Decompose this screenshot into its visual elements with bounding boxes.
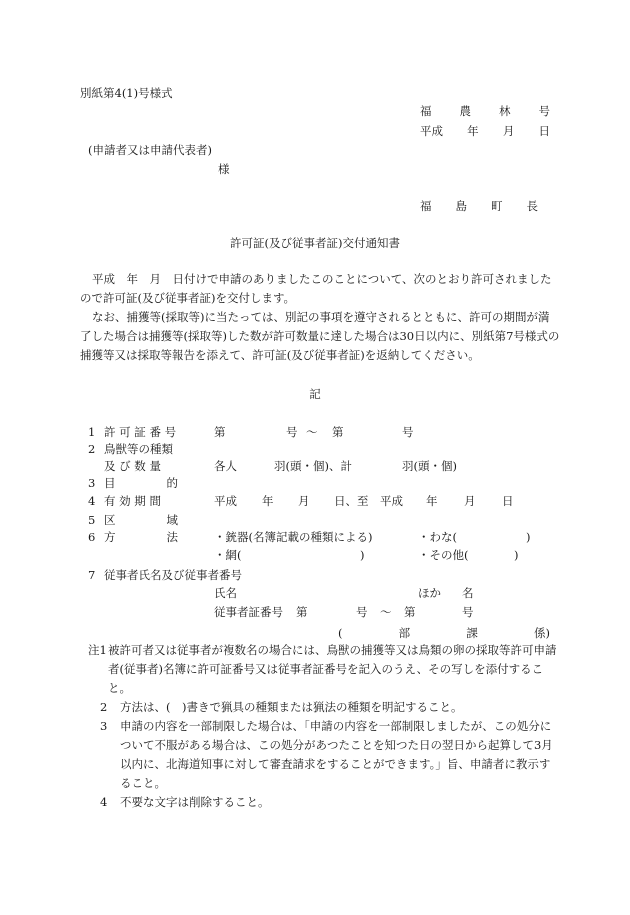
honorific: 様 <box>218 162 230 176</box>
paragraph-1: 平成 年 月 日付けで申請のありましたこのことについて、次のとおり許可されましたので許可証(及び従事者証)を交付します。 <box>80 272 552 305</box>
note-4: 4 不要な文字は削除すること。 <box>100 795 270 809</box>
note-3: 3 申請の内容を一部制限した場合は、「申請の内容を一部制限しましたが、この処分について不服がある場合は、この処分があつたことを知つた日の翌日から起算して3月以内に、北海道知事に対して審査請求をすることができます。」旨、申請者に教示すること。 <box>100 719 553 790</box>
document-number-line: 福 農 林 号 <box>420 104 550 118</box>
applicant-label: (申請者又は申請代表者) <box>88 143 212 157</box>
note-2: 2 方法は、( )書きで猟具の種類または猟法の種類を明記すること。 <box>100 700 463 714</box>
section-line: ( 部 課 係) <box>338 626 550 640</box>
form-id: 別紙第4(1)号様式 <box>80 86 173 100</box>
issuer: 福 島 町 長 <box>420 199 538 213</box>
ki-marker: 記 <box>309 387 321 401</box>
notes <box>88 641 560 812</box>
document-title: 許可証(及び従事者証)交付通知書 <box>230 236 400 250</box>
body-text <box>80 270 560 365</box>
date-line: 平成 年 月 日 <box>420 124 550 138</box>
paragraph-2: なお、捕獲等(採取等)に当たっては、別記の事項を遵守されるとともに、許可の期間が満了した場合は捕獲等(採取等)した数が許可数量に達した場合は30日以内に、別紙第7号様式の捕獲等又は採取等報告を添えて、許可証(及び従事者証)を返納してください。 <box>80 310 560 362</box>
note-1: 注1被許可者又は従事者が複数名の場合には、鳥獣の捕獲等又は鳥類の卵の採取等許可申請者(従事者)名簿に許可証番号又は従事者証番号を記入のうえ、その写しを添付すること。 <box>88 643 557 695</box>
